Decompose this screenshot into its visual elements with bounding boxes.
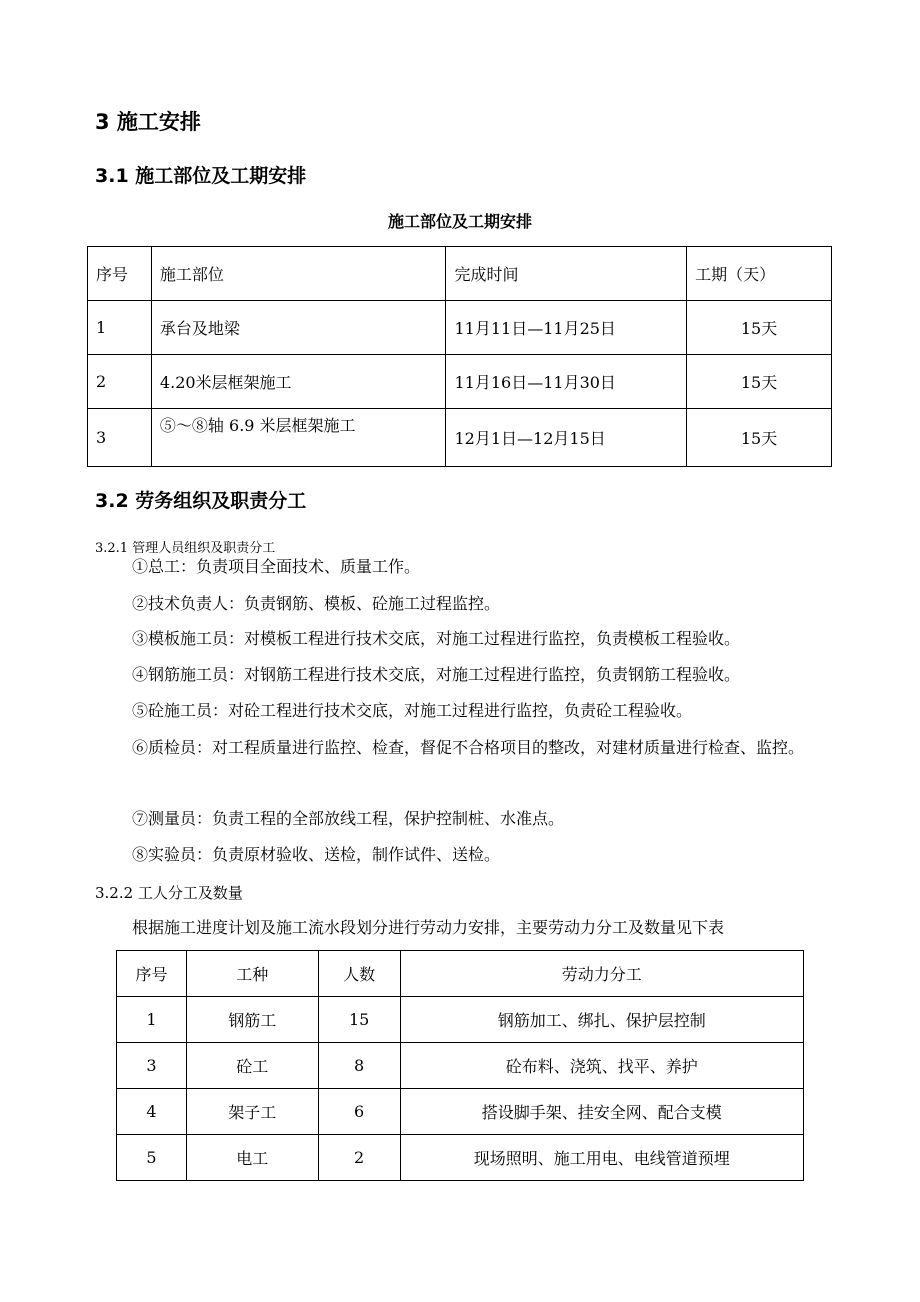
- duty-item: ⑤砼施工员：对砼工程进行技术交底，对施工过程进行监控，负责砼工程验收。: [132, 701, 693, 720]
- table-cell: 3: [88, 409, 152, 467]
- duty-item: ⑧实验员：负责原材验收、送检，制作试件、送检。: [132, 845, 501, 864]
- schedule-table-caption: 施工部位及工期安排: [387, 212, 532, 231]
- header-cell: 劳动力分工: [400, 951, 803, 997]
- table-row: [117, 997, 804, 1043]
- duty-item: ②技术负责人：负责钢筋、模板、砼施工过程监控。: [132, 594, 501, 613]
- table-cell: 2: [318, 1135, 400, 1181]
- table-cell: 2: [88, 355, 152, 409]
- subheading-management: 3.2.1 管理人员组织及职责分工: [95, 541, 276, 556]
- header-cell: 施工部位: [151, 247, 446, 301]
- header-cell: 序号: [117, 951, 187, 997]
- table-cell: 15天: [687, 355, 832, 409]
- table-cell: 砼布料、浇筑、找平、养护: [400, 1043, 803, 1089]
- table-cell: 12月1日—12月15日: [446, 409, 687, 467]
- table-row: [88, 301, 832, 355]
- section-heading-schedule: 3.1 施工部位及工期安排: [95, 165, 307, 187]
- table-cell: 架子工: [186, 1089, 318, 1135]
- table-cell: 4: [117, 1089, 187, 1135]
- table-cell: 1: [88, 301, 152, 355]
- table-cell: 承台及地梁: [151, 301, 446, 355]
- table-row: [88, 355, 832, 409]
- header-cell: 人数: [318, 951, 400, 997]
- header-cell: 工种: [186, 951, 318, 997]
- table-cell: 砼工: [186, 1043, 318, 1089]
- schedule-table: [87, 246, 832, 467]
- table-cell: 电工: [186, 1135, 318, 1181]
- table-cell: 15天: [687, 301, 832, 355]
- labor-table: [116, 950, 804, 1181]
- table-cell: 15: [318, 997, 400, 1043]
- table-cell: 4.20米层框架施工: [151, 355, 446, 409]
- header-cell: 序号: [88, 247, 152, 301]
- duty-item: ⑦测量员：负责工程的全部放线工程，保护控制桩、水准点。: [132, 809, 565, 828]
- table-cell: 现场照明、施工用电、电线管道预埋: [400, 1135, 803, 1181]
- table-cell: 11月16日—11月30日: [446, 355, 687, 409]
- table-cell: 11月11日—11月25日: [446, 301, 687, 355]
- table-cell: 3: [117, 1043, 187, 1089]
- table-cell: 钢筋工: [186, 997, 318, 1043]
- table-cell: 搭设脚手架、挂安全网、配合支模: [400, 1089, 803, 1135]
- table-header-row: [117, 951, 804, 997]
- table-row: [117, 1043, 804, 1089]
- section-heading-construction-arrangement: 3 施工安排: [95, 110, 201, 134]
- duty-item: ④钢筋施工员：对钢筋工程进行技术交底，对施工过程进行监控，负责钢筋工程验收。: [132, 665, 741, 684]
- table-row: [117, 1089, 804, 1135]
- section-heading-labor-organization: 3.2 劳务组织及职责分工: [95, 490, 307, 512]
- header-cell: 完成时间: [446, 247, 687, 301]
- workers-intro: 根据施工进度计划及施工流水段划分进行劳动力安排，主要劳动力分工及数量见下表: [132, 918, 725, 937]
- table-row: [88, 409, 832, 467]
- table-cell: 15天: [687, 409, 832, 467]
- duty-item: ③模板施工员：对模板工程进行技术交底，对施工过程进行监控，负责模板工程验收。: [132, 629, 741, 648]
- table-cell: ⑤～⑧轴 6.9 米层框架施工: [151, 409, 446, 467]
- table-cell: 8: [318, 1043, 400, 1089]
- table-cell: 5: [117, 1135, 187, 1181]
- table-cell: 1: [117, 997, 187, 1043]
- table-cell: 钢筋加工、绑扎、保护层控制: [400, 997, 803, 1043]
- table-cell: 6: [318, 1089, 400, 1135]
- header-cell: 工期（天）: [687, 247, 832, 301]
- subheading-workers: 3.2.2 工人分工及数量: [95, 884, 243, 902]
- duty-item: ①总工：负责项目全面技术、质量工作。: [132, 557, 421, 576]
- table-header-row: [88, 247, 832, 301]
- table-row: [117, 1135, 804, 1181]
- duty-item: ⑥质检员：对工程质量进行监控、检查，督促不合格项目的整改，对建材质量进行检查、监控。: [132, 738, 805, 757]
